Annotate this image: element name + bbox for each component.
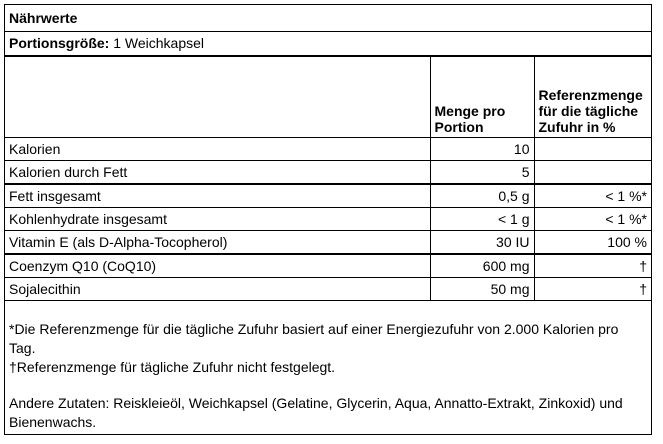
header-reference: Referenzmenge für die tägliche Zufuhr in % (534, 57, 651, 137)
nutrient-name: Kalorien (5, 137, 430, 160)
nutrient-reference: † (534, 254, 651, 278)
nutrient-reference: 100 % (534, 230, 651, 254)
nutrient-amount: 0,5 g (430, 184, 534, 208)
table-row (5, 160, 651, 184)
nutrition-table (5, 57, 651, 301)
nutrient-reference: < 1 %* (534, 184, 651, 208)
footnote-spacer (9, 377, 647, 394)
header-nutrient (5, 57, 430, 137)
nutrient-reference: † (534, 277, 651, 300)
table-row (5, 184, 651, 208)
footnotes (5, 316, 651, 436)
table-row (5, 254, 651, 278)
nutrient-name: Sojalecithin (5, 277, 430, 300)
table-header-row (5, 57, 651, 137)
footnote-reference-basis: *Die Referenzmenge für die tägliche Zufuhr basiert auf einer Energiezufuhr von 2.000 Kalorien pro Tag. (9, 321, 619, 356)
nutrient-reference (534, 137, 651, 160)
nutrient-name: Kalorien durch Fett (5, 160, 430, 184)
nutrition-facts-panel (4, 4, 652, 435)
table-row (5, 277, 651, 300)
nutrient-reference (534, 160, 651, 184)
nutrient-amount: 600 mg (430, 254, 534, 278)
header-amount: Menge pro Portion (430, 57, 534, 137)
nutrient-amount: < 1 g (430, 207, 534, 230)
nutrient-reference: < 1 %* (534, 207, 651, 230)
serving-size-label: Portionsgröße: (9, 35, 110, 51)
table-row (5, 230, 651, 254)
nutrient-amount: 50 mg (430, 277, 534, 300)
nutrient-amount: 5 (430, 160, 534, 184)
nutrient-name: Coenzym Q10 (CoQ10) (5, 254, 430, 278)
serving-size-value: 1 Weichkapsel (113, 35, 205, 51)
panel-title: Nährwerte (5, 5, 651, 32)
footnote-dagger: †Referenzmenge für tägliche Zufuhr nicht festgelegt. (9, 359, 336, 375)
nutrient-amount: 10 (430, 137, 534, 160)
nutrient-name: Fett insgesamt (5, 184, 430, 208)
table-row (5, 207, 651, 230)
nutrient-name: Vitamin E (als D-Alpha-Tocopherol) (5, 230, 430, 254)
serving-size (5, 32, 651, 57)
nutrient-name: Kohlenhydrate insgesamt (5, 207, 430, 230)
nutrient-amount: 30 IU (430, 230, 534, 254)
table-row (5, 137, 651, 160)
other-ingredients: Andere Zutaten: Reiskleieöl, Weichkapsel (Gelatine, Glycerin, Aqua, Annatto-Extrakt, Zinkoxid) und Bienenwachs. (9, 395, 623, 430)
